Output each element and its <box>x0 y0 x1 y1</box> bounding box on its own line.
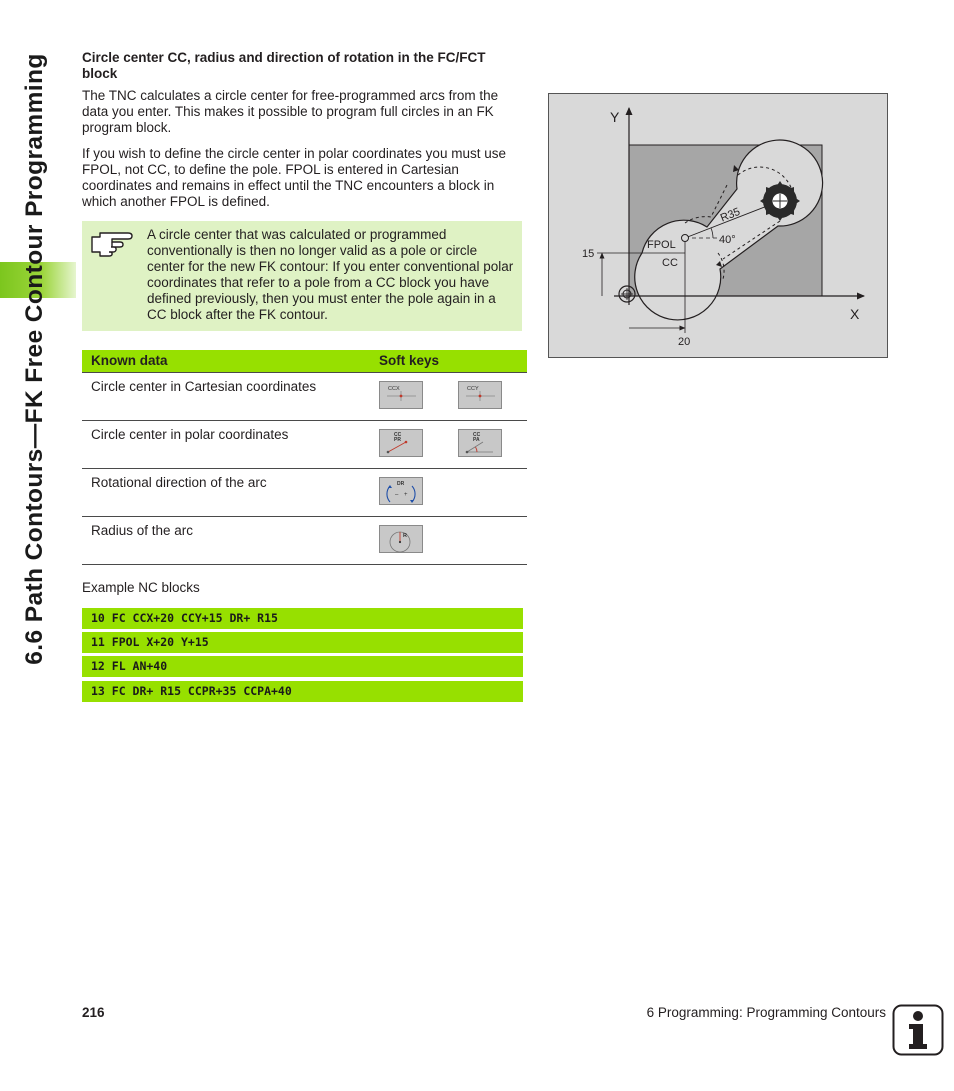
cc-pa-key-icon <box>459 430 501 460</box>
row-label: Circle center in Cartesian coordinates <box>91 379 317 394</box>
side-chapter-title-text: 6.6 Path Contours—FK Free Contour Programming <box>21 53 48 665</box>
side-chapter-title <box>12 48 58 670</box>
radius-key-icon <box>380 526 422 556</box>
table-header-row <box>82 350 527 373</box>
contour-diagram <box>548 93 888 358</box>
cc-pr-key-icon <box>380 430 422 460</box>
footer-chapter-title: 6 Programming: Programming Contours <box>646 1005 886 1020</box>
softkey-r[interactable] <box>379 525 423 553</box>
paragraph-2: If you wish to define the circle center in polar coordinates you must use FPOL, not CC, to define the pole. FPOL is entered in Cartesian coordinates and remains in effect until the TNC encounters a block in which another FPOL is defined. <box>82 146 506 209</box>
softkey-cc-pa[interactable] <box>458 429 502 457</box>
svg-text:PA: PA <box>473 437 480 443</box>
svg-text:CC: CC <box>473 432 481 438</box>
paragraph-1: The TNC calculates a circle center for free-programmed arcs from the data you enter. This makes it possible to program full circles in an FK program block. <box>82 88 499 135</box>
svg-text:+: + <box>404 492 408 498</box>
row-label: Rotational direction of the arc <box>91 475 267 490</box>
y-axis-label: Y <box>610 109 620 125</box>
row-label: Radius of the arc <box>91 523 194 538</box>
dr-key-icon <box>380 478 422 508</box>
table-row <box>82 517 527 565</box>
known-data-table <box>82 350 527 565</box>
milling-cutter-icon <box>760 181 800 221</box>
table-row <box>82 469 527 517</box>
cc-point <box>682 235 689 242</box>
dim-15-label: 15 <box>582 248 595 260</box>
softkey-cc-pr[interactable] <box>379 429 423 457</box>
code-line: 12 FL AN+40 <box>82 656 523 677</box>
table-row <box>82 373 527 421</box>
note-text: A circle center that was calculated or programmed conventionally is then no longer valid as a pole or circle center for the new FK contour: If you enter conventional polar coordinates that refer to a pole from a CC block you have defined previously, then you must enter the pole again in a CC block after the FK contour. <box>147 227 514 322</box>
example-label: Example NC blocks <box>82 580 200 595</box>
svg-text:DR: DR <box>397 481 405 487</box>
ccy-key-icon <box>459 382 501 408</box>
pointing-hand-icon <box>90 227 134 257</box>
svg-text:R: R <box>403 533 407 539</box>
ccx-key-icon <box>380 382 422 408</box>
svg-text:CCY: CCY <box>467 386 479 392</box>
svg-text:PR: PR <box>394 437 401 443</box>
softkey-ccx[interactable] <box>379 381 423 409</box>
section-heading: Circle center CC, radius and direction of rotation in the FC/FCT block <box>82 50 486 81</box>
svg-text:CCX: CCX <box>388 386 400 392</box>
page-number: 216 <box>82 1005 105 1020</box>
code-line: 13 FC DR+ R15 CCPR+35 CCPA+40 <box>82 681 523 702</box>
svg-text:–: – <box>395 492 399 498</box>
note-box <box>82 221 522 331</box>
cc-label: CC <box>662 257 678 269</box>
softkey-dr[interactable] <box>379 477 423 505</box>
fpol-label: FPOL <box>647 239 676 251</box>
header-soft-keys: Soft keys <box>379 353 440 368</box>
row-label: Circle center in polar coordinates <box>91 427 289 442</box>
softkey-ccy[interactable] <box>458 381 502 409</box>
info-icon <box>892 1004 944 1056</box>
table-row <box>82 421 527 469</box>
r35-label: R35 <box>718 205 742 225</box>
svg-text:CC: CC <box>394 432 402 438</box>
dim-20-label: 20 <box>678 336 691 348</box>
angle-40-label: 40° <box>719 234 736 246</box>
code-line: 11 FPOL X+20 Y+15 <box>82 632 523 653</box>
x-axis-label: X <box>850 306 860 322</box>
code-line: 10 FC CCX+20 CCY+15 DR+ R15 <box>82 608 523 629</box>
header-known-data: Known data <box>91 353 168 368</box>
